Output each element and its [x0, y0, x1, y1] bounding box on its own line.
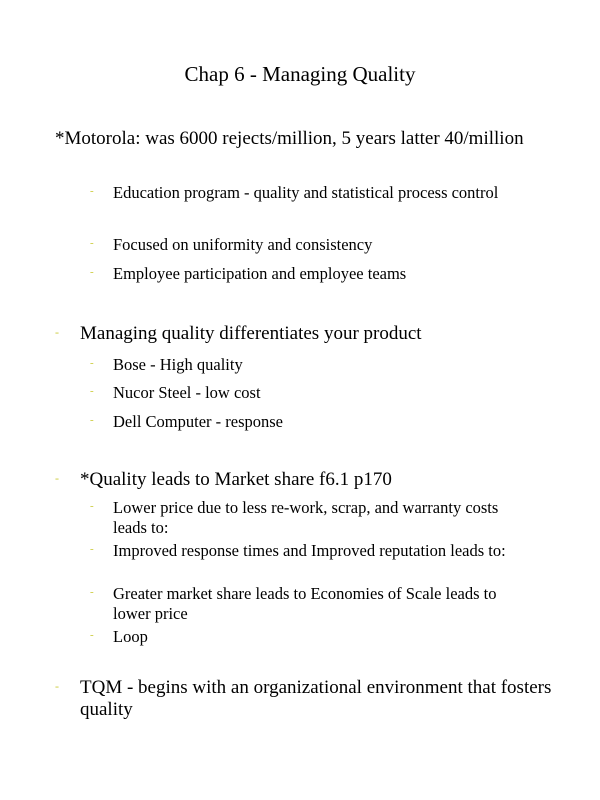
bullet-dash-icon: -	[90, 237, 94, 249]
sub-bullet-text: Focused on uniformity and consistency	[113, 235, 373, 254]
bullet-dash-icon: -	[90, 629, 94, 641]
sub-bullet-text: Employee participation and employee teams	[113, 264, 407, 283]
bullet-item-market-share	[55, 469, 555, 491]
sub-bullet-text: Education program - quality and statistical process control	[113, 183, 499, 202]
sub-bullet-item	[90, 183, 530, 203]
sub-bullet-item	[90, 412, 530, 432]
sub-bullet-text: Lower price due to less re-work, scrap, and warranty costs leads to:	[113, 498, 499, 537]
bullet-item-managing-quality	[55, 323, 555, 345]
sub-bullet-item	[90, 383, 530, 403]
sub-bullet-text: Nucor Steel - low cost	[113, 383, 261, 402]
sub-bullet-text: Dell Computer - response	[113, 412, 284, 431]
bullet-dash-icon: -	[55, 325, 59, 339]
bullet-text: *Quality leads to Market share f6.1 p170	[80, 469, 392, 490]
sub-bullet-text: Bose - High quality	[113, 355, 243, 374]
bullet-dash-icon: -	[90, 500, 94, 512]
bullet-text: TQM - begins with an organizational environment that fosters quality	[80, 677, 552, 720]
bullet-dash-icon: -	[90, 357, 94, 369]
sub-bullet-text: Greater market share leads to Economies of Scale leads to lower price	[113, 584, 497, 623]
sub-bullet-text: Improved response times and Improved reputation leads to:	[113, 541, 506, 560]
sub-bullet-item	[90, 541, 530, 561]
bullet-item-tqm	[55, 677, 555, 721]
bullet-dash-icon: -	[90, 586, 94, 598]
bullet-dash-icon: -	[55, 471, 59, 485]
sub-bullet-item	[90, 235, 530, 255]
sub-bullet-item	[90, 627, 530, 647]
bullet-dash-icon: -	[90, 266, 94, 278]
sub-bullet-text: Loop	[113, 627, 148, 646]
sub-bullet-item	[90, 355, 530, 375]
sub-bullet-item	[90, 584, 530, 624]
bullet-dash-icon: -	[90, 414, 94, 426]
sub-bullet-item	[90, 498, 530, 538]
bullet-text: Managing quality differentiates your product	[80, 323, 422, 344]
bullet-dash-icon: -	[55, 679, 59, 693]
bullet-dash-icon: -	[90, 185, 94, 197]
page-title: Chap 6 - Managing Quality	[184, 62, 416, 86]
sub-bullet-item	[90, 264, 530, 284]
bullet-item-motorola	[55, 128, 555, 150]
bullet-text: *Motorola: was 6000 rejects/million, 5 years latter 40/million	[55, 128, 524, 149]
bullet-dash-icon: -	[90, 385, 94, 397]
bullet-dash-icon: -	[90, 543, 94, 555]
